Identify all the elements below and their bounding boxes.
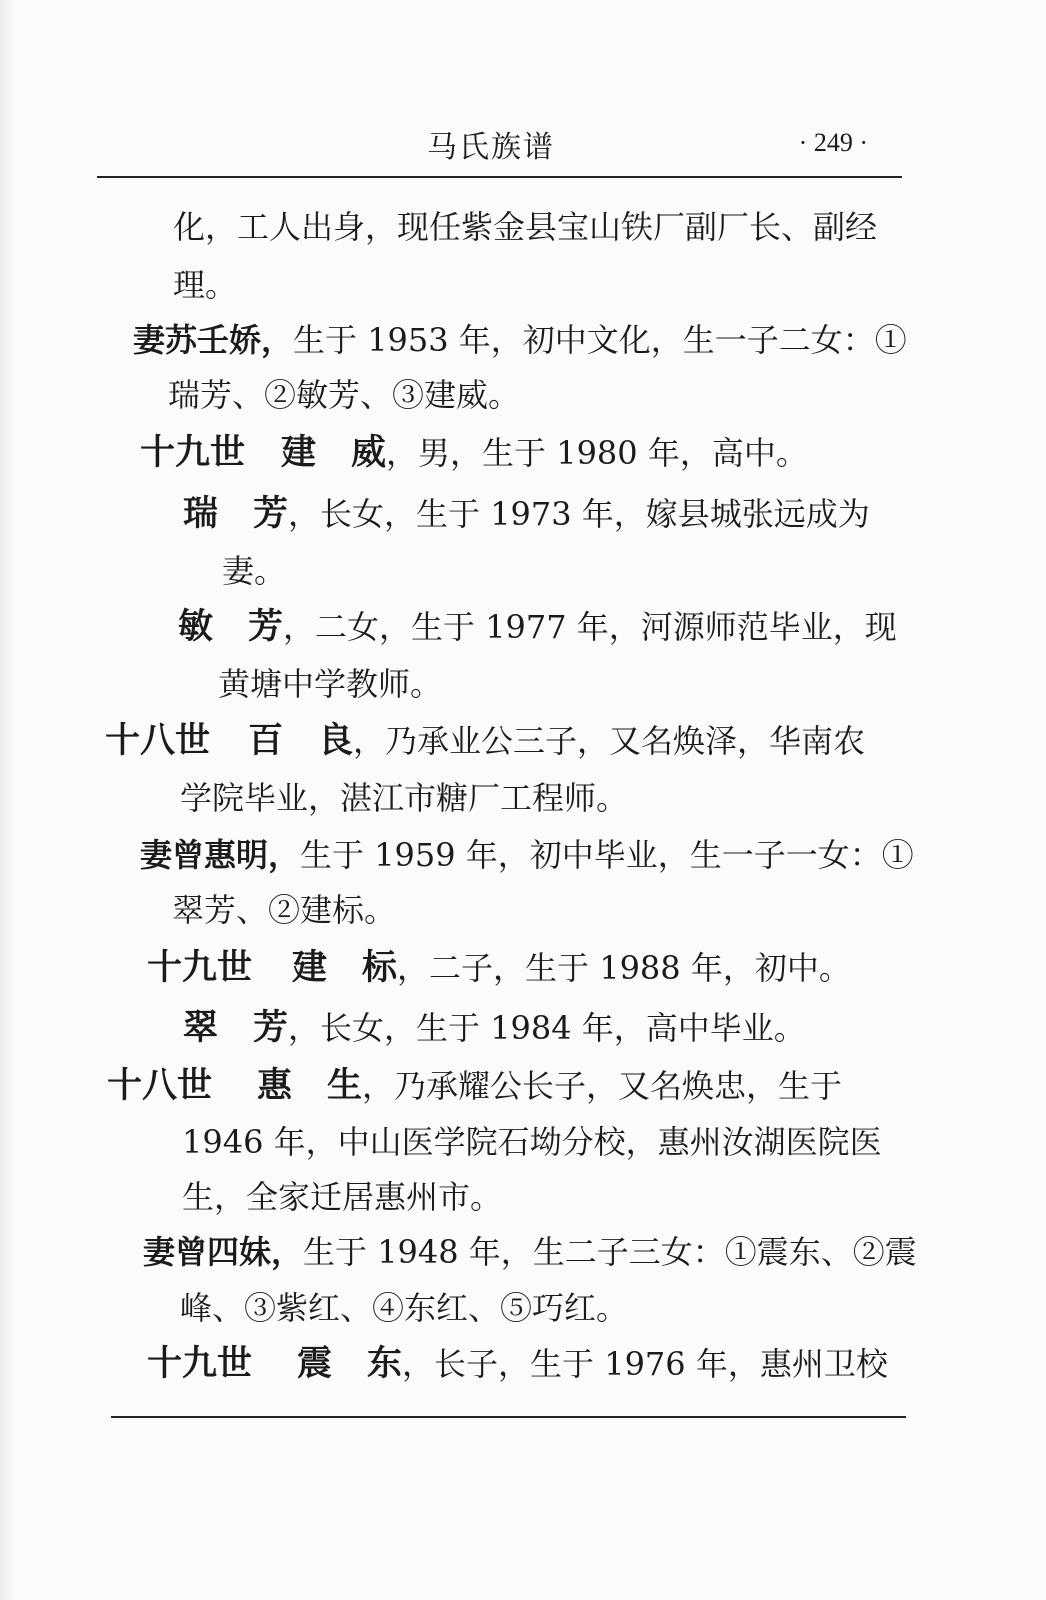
member-name: 瑞 芳 — [183, 494, 289, 534]
genealogy-entry — [105, 721, 865, 761]
genealogy-entry — [147, 948, 851, 988]
generation-label: 十九世 — [140, 433, 246, 473]
book-title: 马氏族谱 — [427, 130, 555, 165]
member-name: 翠 芳 — [183, 1008, 289, 1048]
spouse-name: 妻苏壬娇， — [133, 321, 294, 359]
spouse-entry — [133, 320, 907, 360]
entry-text: ，长女，生于 1984 年，高中毕业。 — [288, 1009, 806, 1047]
page-number: · 249 · — [798, 128, 868, 157]
entry-text: 翠芳、②建标。 — [172, 891, 397, 929]
entry-text: 黄塘中学教师。 — [218, 665, 443, 703]
entry-text: ，乃承业公三子，又名焕泽，华南农 — [353, 722, 866, 760]
entry-text: ，男，生于 1980 年，高中。 — [386, 434, 808, 472]
member-name: 建 标 — [292, 948, 398, 988]
genealogy-entry — [140, 433, 808, 473]
entry-text: 化，工人出身，现任紫金县宝山铁厂副厂长、副经 — [173, 208, 878, 246]
text-line — [173, 207, 877, 247]
genealogy-entry — [107, 1066, 842, 1106]
entry-text: 瑞芳、②敏芳、③建威。 — [168, 376, 521, 414]
entry-text: ，长子，生于 1976 年，惠州卫校 — [402, 1345, 888, 1383]
entry-text: ，二女，生于 1977 年，河源师范毕业，现 — [283, 608, 897, 646]
text-line — [182, 1177, 502, 1217]
entry-text: 生于 1959 年，初中毕业，生一子一女：① — [300, 836, 914, 874]
text-line — [182, 1122, 882, 1162]
entry-text: 妻。 — [222, 552, 287, 590]
entry-text: 学院毕业，湛江市糖厂工程师。 — [180, 779, 629, 817]
entry-text: 生，全家迁居惠州市。 — [182, 1178, 503, 1216]
text-line — [180, 778, 628, 818]
genealogy-entry — [178, 607, 897, 647]
entry-text: 峰、③紫红、④东红、⑤巧红。 — [180, 1289, 629, 1327]
spouse-entry — [143, 1232, 917, 1272]
text-line — [172, 890, 396, 930]
member-name: 震 东 — [297, 1344, 403, 1384]
entry-text: ，乃承耀公长子，又名焕忠，生于 — [362, 1067, 843, 1105]
member-name: 敏 芳 — [178, 607, 284, 647]
footer-rule — [111, 1416, 906, 1418]
text-line — [180, 1288, 628, 1328]
spouse-name: 妻曾惠明， — [140, 836, 301, 874]
genealogy-entry — [183, 1008, 806, 1048]
generation-label: 十九世 — [147, 1344, 253, 1384]
text-line — [168, 375, 520, 415]
generation-label: 十八世 — [107, 1066, 213, 1106]
text-line — [218, 664, 442, 704]
entry-text: 1946 年，中山医学院石坳分校，惠州汝湖医院医 — [182, 1123, 882, 1161]
entry-text: 生于 1948 年，生二子三女：①震东、②震 — [303, 1233, 917, 1271]
entry-text: 理。 — [173, 266, 238, 304]
entry-text: ，二子，生于 1988 年，初中。 — [397, 949, 851, 987]
generation-label: 十八世 — [105, 721, 211, 761]
entry-text: 生于 1953 年，初中文化，生一子二女：① — [293, 321, 907, 359]
member-name: 惠 生 — [257, 1066, 363, 1106]
entry-text: ，长女，生于 1973 年，嫁县城张远成为 — [288, 495, 870, 533]
generation-label: 十九世 — [147, 948, 253, 988]
genealogy-entry — [147, 1344, 888, 1384]
member-name: 百 良 — [248, 721, 354, 761]
genealogy-entry — [183, 494, 870, 534]
spouse-name: 妻曾四妹， — [143, 1233, 304, 1271]
spouse-entry — [140, 835, 914, 875]
text-line — [173, 265, 237, 305]
member-name: 建 威 — [281, 433, 387, 473]
text-line — [222, 551, 286, 591]
